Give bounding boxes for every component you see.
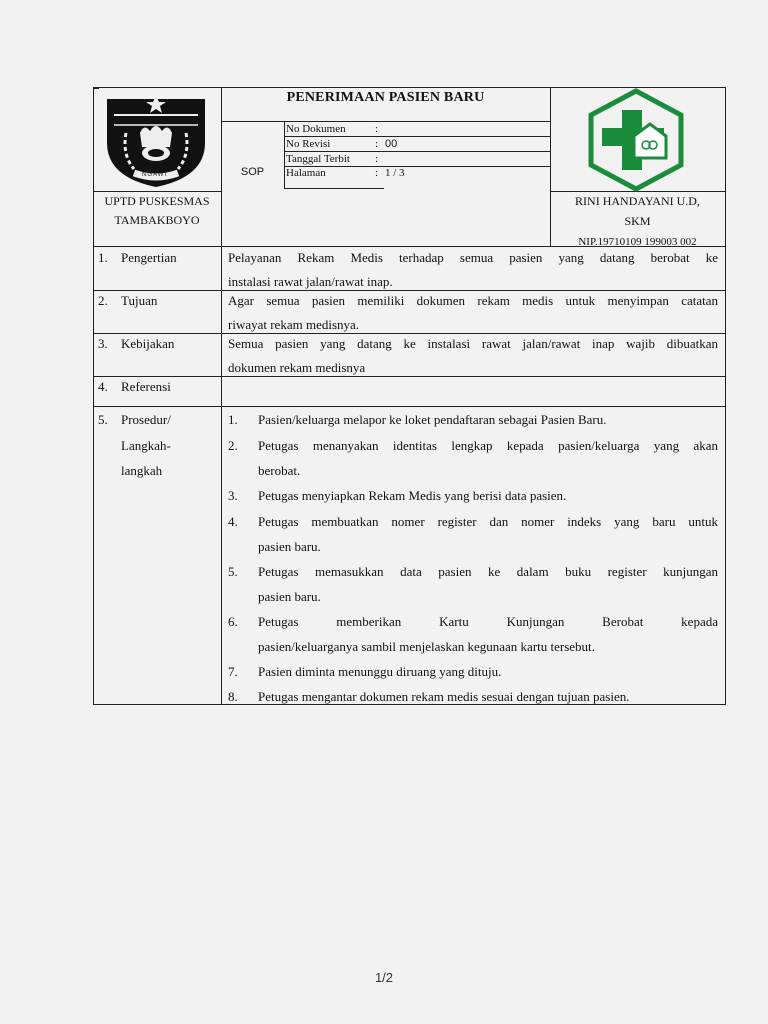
section-number: 5. [98,412,108,427]
step-text: Pasien diminta menunggu diruang yang dituju. [258,664,502,679]
row-line-4 [93,376,726,377]
field-label-issue-date: Tanggal Terbit [286,153,350,165]
field-value-page: 1 / 3 [385,167,405,179]
field-label-page: Halaman [286,167,326,179]
step-text: Petugas memasukkan data pasien ke dalam buku register kunjungan [258,564,718,579]
signer-nip: NIP.19710109 199003 002 [578,236,697,248]
step-text: Petugas mengantar dokumen rekam medis sesuai dengan tujuan pasien. [258,689,630,704]
step-number: 8. [228,689,238,704]
section-label-kebijakan: Kebijakan [121,336,175,351]
institution-location: TAMBAKBOYO [114,213,200,227]
table-border-left [93,87,94,705]
step-number: 5. [228,564,238,579]
page-number: 1/2 [374,970,394,985]
row-line-5 [93,406,726,407]
step-number: 7. [228,664,238,679]
institution-name: UPTD PUSKESMAS [104,194,210,208]
step-text: pasien baru. [258,539,321,554]
step-text: pasien baru. [258,589,321,604]
table-border-right [725,87,726,705]
signer-title: SKM [624,214,651,228]
step-text: Petugas memberikan Kartu Kunjungan Berobat kepada [258,614,718,629]
section-text-line: Agar semua pasien memiliki dokumen rekam medis untuk menyimpan catatan [228,293,718,308]
row-line-2 [93,290,726,291]
field-sep: : [375,167,379,179]
step-number: 6. [228,614,238,629]
signer-name: RINI HANDAYANI U.D, [575,194,700,208]
section-number: 4. [98,379,108,394]
section-text-line: instalasi rawat jalan/rawat inap. [228,274,393,289]
section-number: 2. [98,293,108,308]
section-text-line: dokumen rekam medisnya [228,360,366,375]
field-line-2 [284,151,550,152]
page-title: PENERIMAAN PASIEN BARU [286,90,485,105]
section-label-referensi: Referensi [121,379,171,394]
title-underline [221,121,550,122]
step-text: Petugas membuatkan nomer register dan nomer indeks yang baru untuk [258,514,718,529]
field-sep: : [375,123,379,135]
section-label-pengertian: Pengertian [121,250,177,265]
step-text: Pasien/keluarga melapor ke loket pendaftaran sebagai Pasien Baru. [258,412,607,427]
field-sep: : [375,138,379,150]
step-number: 3. [228,488,238,503]
section-number: 3. [98,336,108,351]
step-number: 2. [228,438,238,453]
puskesmas-logo-icon [586,88,686,192]
step-text: Petugas menyiapkan Rekam Medis yang berisi data pasien. [258,488,567,503]
section-text-line: Semua pasien yang datang ke instalasi rawat jalan/rawat inap wajib dibuatkan [228,336,718,351]
step-text: Petugas menanyakan identitas lengkap kepada pasien/keluarga yang akan [258,438,718,453]
step-text: berobat. [258,463,301,478]
field-label-doc-number: No Dokumen [286,123,346,135]
section-label-prosedur: Prosedur/ [121,412,171,427]
section-label-prosedur: Langkah- [121,438,171,453]
emblem-text: NGAWI [142,172,168,178]
field-label-revision: No Revisi [286,138,331,150]
section-text-line: Pelayanan Rekam Medis terhadap semua pasien yang datang berobat ke [228,250,718,265]
step-number: 1. [228,412,238,427]
row-line-3 [93,333,726,334]
field-line-1 [284,136,550,137]
field-value-revision: 00 [385,138,398,150]
sop-label: SOP [240,166,265,178]
field-sep: : [375,153,379,165]
section-text-line: riwayat rekam medisnya. [228,317,360,332]
step-number: 4. [228,514,238,529]
field-line-4 [284,188,384,189]
section-label-tujuan: Tujuan [121,293,158,308]
section-label-prosedur: langkah [121,463,163,478]
logo-row-bottom-left [93,191,221,192]
section-number: 1. [98,250,108,265]
sop-divider [284,121,285,189]
step-text: pasien/keluarganya sambil menjelaskan kegunaan kartu tersebut. [258,639,595,654]
